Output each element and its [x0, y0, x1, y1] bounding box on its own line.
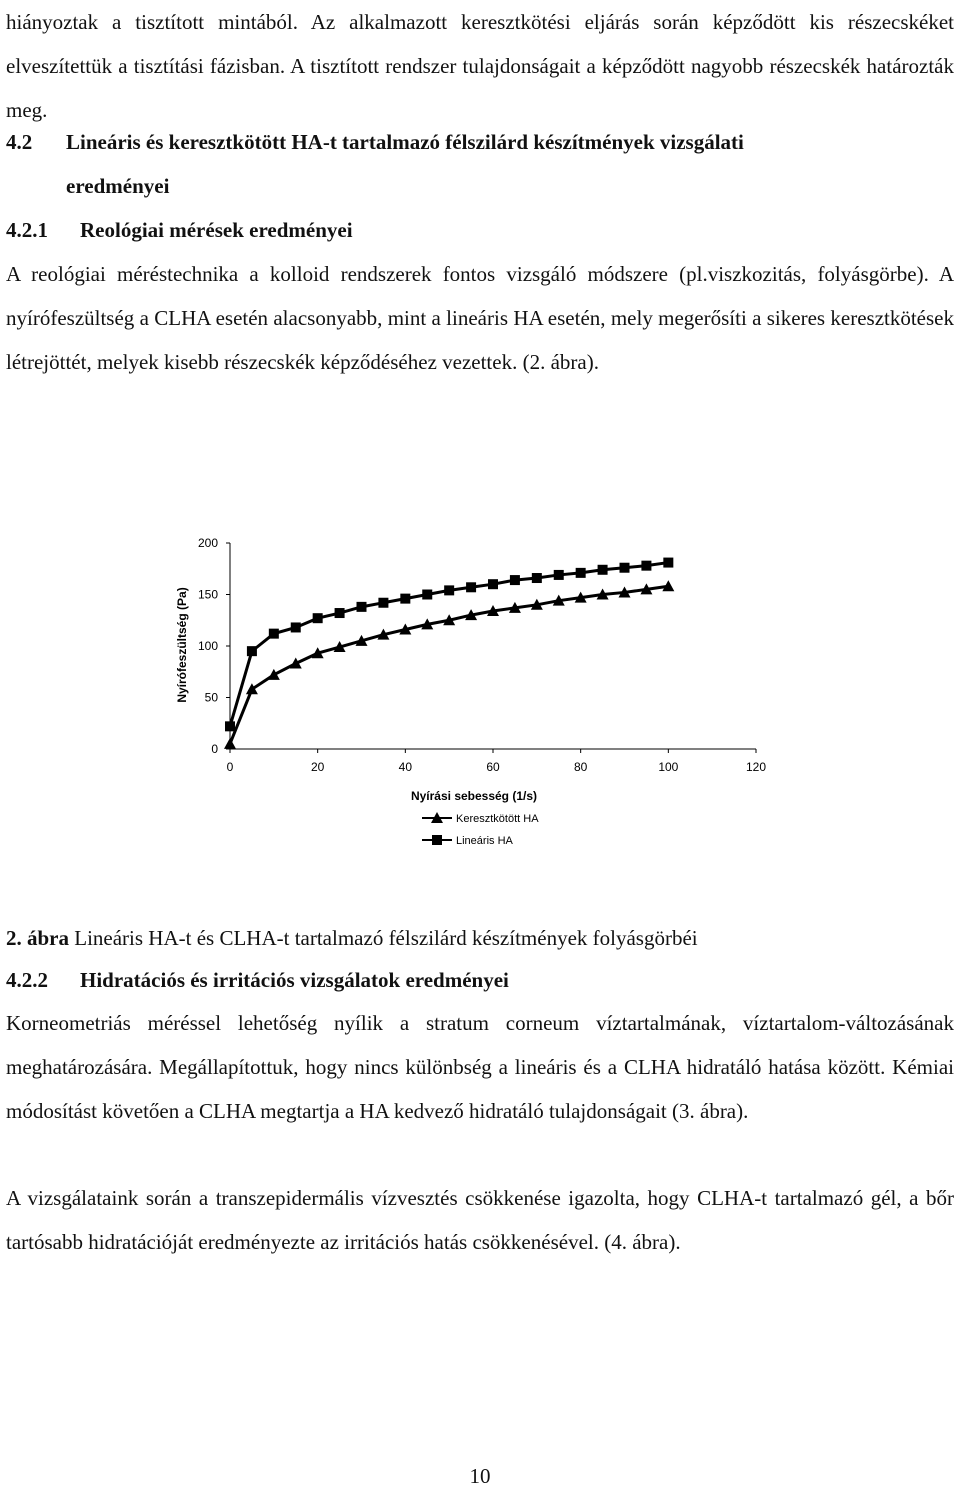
section-heading-4-2-2: [6, 958, 509, 1002]
section-title-line1: Lineáris és keresztkötött HA-t tartalmazó félszilárd készítmények vizsgálati: [66, 130, 744, 154]
data-point: [554, 570, 564, 580]
data-point: [291, 622, 301, 632]
data-point: [641, 561, 651, 571]
data-point: [620, 563, 630, 573]
data-point: [422, 590, 432, 600]
data-point: [663, 558, 673, 568]
data-point: [598, 565, 608, 575]
series-linear-ha: [225, 558, 673, 732]
chart-legend: [422, 812, 539, 847]
chart-series: [224, 558, 674, 749]
x-tick-label: 80: [573, 760, 588, 774]
series-crosslinked-ha: [224, 580, 674, 749]
data-point: [532, 573, 542, 583]
x-tick-label: 60: [486, 760, 500, 774]
data-point: [224, 738, 236, 749]
chart-axes: [198, 536, 766, 774]
y-tick-label: 100: [197, 639, 218, 653]
x-tick-label: 20: [310, 760, 325, 774]
flow-curve-chart: [170, 530, 790, 870]
data-point: [269, 629, 279, 639]
y-tick-label: 0: [211, 742, 218, 756]
x-axis-label: Nyírási sebesség (1/s): [410, 789, 538, 803]
subsection-number: 4.2.1: [6, 218, 48, 242]
subsection-title: Reológiai mérések eredményei: [80, 218, 353, 242]
section-heading-4-2: [6, 120, 744, 208]
data-point: [313, 613, 323, 623]
data-point: [247, 646, 257, 656]
paragraph-tewl: A vizsgálataink során a transzepidermális vízvesztés csökkenése igazolta, hogy CLHA-t tartalmazó gél, a bőr tartósabb hidratációját eredményezte az irritációs hatás csökkenésével. (4. ábra).: [6, 1186, 954, 1254]
figure-caption: [6, 916, 698, 960]
x-tick-label: 40: [398, 760, 413, 774]
legend-label: Keresztkötött HA: [456, 813, 539, 825]
figure-caption-text: Lineáris HA-t és CLHA-t tartalmazó félszilárd készítmények folyásgörbéi: [74, 926, 698, 950]
data-point: [466, 582, 476, 592]
paragraph-rheology: A reológiai méréstechnika a kolloid rendszerek fontos vizsgáló módszere (pl.viszkozitás, folyásgörbe). A nyírófeszültség a CLHA esetén alacsonyabb, mint a lineáris HA esetén, mely megerősíti a sikeres keresztkötések létrejöttét, melyek kisebb részecskék képződéséhez vezettek. (2. ábra).: [6, 262, 954, 374]
subsection-title: Hidratációs és irritációs vizsgálatok eredményei: [80, 968, 509, 992]
data-point: [378, 598, 388, 608]
paragraph-hydration: Korneometriás méréssel lehetőség nyílik a stratum corneum víztartalmának, víztartalom-változásának meghatározására. Megállapítottuk, hogy nincs különbség a lineáris és a CLHA hidratáló hatása között. Kémiai módosítást követően a CLHA megtartja a HA kedvező hidratáló tulajdonságait (3. ábra).: [6, 1011, 954, 1123]
x-tick-label: 100: [658, 760, 679, 774]
data-point: [510, 575, 520, 585]
section-heading-4-2-1: [6, 208, 353, 252]
y-axis-label: Nyírófeszültség (Pa): [175, 587, 189, 703]
paragraph-intro: hiányoztak a tisztított mintából. Az alkalmazott keresztkötési eljárás során képződött kis részecskéket elveszítettük a tisztítási fázisban. A tisztított rendszer tulajdonságait a képződött nagyobb részecskék határozták meg.: [6, 10, 954, 122]
x-tick-label: 0: [226, 760, 234, 774]
legend-label: Lineáris HA: [456, 835, 513, 847]
data-point: [488, 579, 498, 589]
section-title-line2: eredményei: [66, 174, 170, 198]
y-tick-label: 200: [197, 536, 218, 550]
subsection-number: 4.2.2: [6, 968, 48, 992]
data-point: [335, 608, 345, 618]
data-point: [444, 585, 454, 595]
legend-item: [422, 835, 514, 847]
y-tick-label: 150: [197, 587, 218, 602]
data-point: [576, 568, 586, 578]
section-number: 4.2: [6, 130, 33, 154]
data-point: [400, 594, 410, 604]
legend-item: [422, 812, 539, 825]
page-number: 10: [469, 1464, 491, 1488]
legend-swatch-marker: [432, 835, 442, 845]
data-point: [357, 602, 367, 612]
figure-label: 2. ábra: [6, 926, 69, 950]
y-tick-label: 50: [204, 690, 218, 705]
data-point: [225, 721, 235, 731]
x-tick-label: 120: [745, 760, 767, 774]
